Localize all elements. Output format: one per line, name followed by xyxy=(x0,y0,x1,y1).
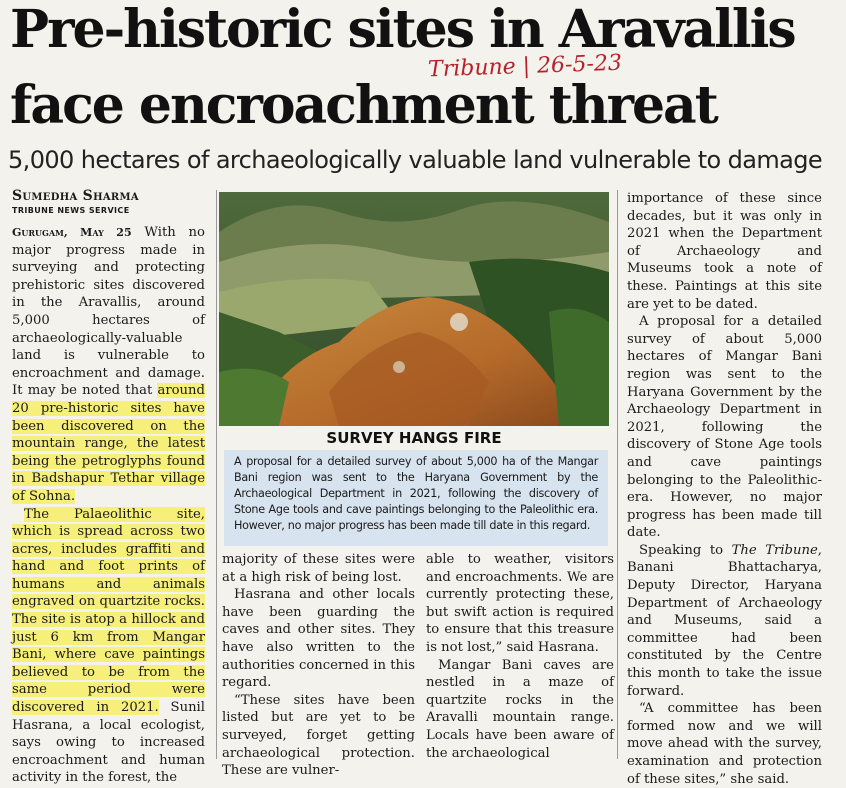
subheadline: 5,000 hectares of archaeologically valuable land vulnerable to damage xyxy=(8,146,823,174)
article-paragraph: Mangar Bani caves are nestled in a maze of quartzite rocks in the Aravalli mountain range. Locals have been aware of the archaeological xyxy=(426,657,614,761)
column-divider xyxy=(617,190,618,759)
byline-service: TRIBUNE NEWS SERVICE xyxy=(12,206,130,215)
article-column-4 xyxy=(627,190,822,787)
paragraph-text: Sunil Hasrana, a local ecologist, says owing to increased encroachment and human activity in the forest, the xyxy=(12,700,205,786)
article-column-2 xyxy=(222,551,415,779)
article-paragraph: majority of these sites were at a high risk of being lost. xyxy=(222,552,415,585)
article-paragraph xyxy=(12,224,205,506)
article-paragraph: Hasrana and other locals have been guarding the caves and other sites. They have also written to the authorities concerned in this regard. xyxy=(222,587,415,691)
paragraph-text: Speaking to xyxy=(639,542,732,558)
highlighted-text: around 20 pre-historic sites have been discovered on the mountain range, the latest being the petroglyphs found in Badshapur Tethar village of Sohna. xyxy=(12,383,205,504)
photo-caption-text: A proposal for a detailed survey of about 5,000 ha of the Mangar Bani region was sent to the Haryana Government by the Archaeological Department in 2021, following the discovery of Stone Age tools and cave paintings belonging to the Paleolithic era. However, no major progress has been made till date in this regard. xyxy=(224,450,608,546)
dateline: Gurugam, May 25 xyxy=(12,226,132,239)
column-divider xyxy=(216,190,217,759)
article-paragraph: “A committee has been formed now and we will move ahead with the survey, examination and protection of these sites,” she said. xyxy=(627,701,822,787)
handwritten-date-note: Tribune | 26-5-23 xyxy=(427,50,623,83)
aravalli-hill-photo xyxy=(219,192,609,426)
headline-line-2: face encroachment threat xyxy=(10,75,717,136)
photo-caption-title: SURVEY HANGS FIRE xyxy=(326,429,502,447)
article-photo xyxy=(219,192,609,426)
article-paragraph xyxy=(12,506,205,788)
headline-line-1: Pre-historic sites in Aravallis xyxy=(10,0,795,60)
publication-name: The Tribune xyxy=(731,542,818,558)
article-paragraph: “These sites have been listed but are yet to be surveyed, forget getting archaeological protection. These are vulner- xyxy=(222,692,415,779)
article-paragraph: A proposal for a detailed survey of about 5,000 hectares of Mangar Bani region was sent to the Haryana Government by the Archaeology Department in 2021, following the discovery of Stone Age tools and cave paintings belonging to the Paleolithic-era. However, no major progress has been made till date. xyxy=(627,314,822,541)
article-column-1 xyxy=(12,224,205,786)
paragraph-text: With no major progress made in surveying and protecting prehistoric sites discovered in the Aravallis, around 5,000 hectares of archaeologically-valuable land is vulnerable to encroachment and damage. It may be noted that xyxy=(12,225,205,399)
article-paragraph xyxy=(627,542,822,700)
article-column-3 xyxy=(426,551,614,759)
highlighted-text: The Palaeolithic site, which is spread across two acres, includes graffiti and hand and foot prints of humans and animals engraved on quartzite rocks. The site is atop a hillock and just 6 km from Mangar Bani, where cave paintings believed to be from the same period were discovered in 2021. xyxy=(12,506,205,716)
paragraph-text: , Banani Bhattacharya, Deputy Director, Haryana Department of Archaeology and Museums, said a committee had been constituted by the Centre this month to take the issue forward. xyxy=(627,542,822,699)
article-paragraph: able to weather, visitors and encroachments. We are currently protecting these, but swift action is required to ensure that this treasure is not lost,” said Hasrana. xyxy=(426,552,614,655)
article-paragraph: importance of these since decades, but it was only in 2021 when the Department of Archaeology and Museums took a note of these. Paintings at this site are yet to be dated. xyxy=(627,191,822,312)
byline-author: Sumedha Sharma xyxy=(12,188,139,204)
